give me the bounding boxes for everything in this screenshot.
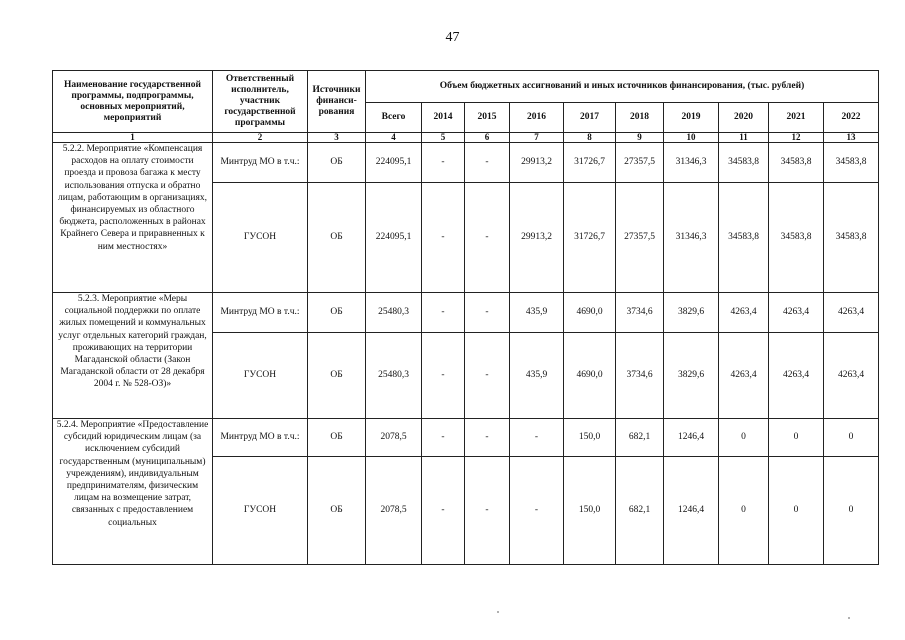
total-cell: 224095,1	[366, 143, 422, 183]
year-value-cell: 29913,2	[510, 143, 564, 183]
scan-speck	[497, 611, 499, 613]
year-value-cell: -	[465, 183, 510, 293]
header-year: 2015	[465, 103, 510, 133]
year-value-cell: 150,0	[564, 419, 616, 457]
year-value-cell: 0	[824, 419, 879, 457]
total-cell: 2078,5	[366, 457, 422, 565]
year-value-cell: -	[465, 293, 510, 333]
year-value-cell: 29913,2	[510, 183, 564, 293]
year-value-cell: 682,1	[616, 457, 664, 565]
year-value-cell: 27357,5	[616, 143, 664, 183]
total-cell: 224095,1	[366, 183, 422, 293]
executor-cell: ГУСОН	[213, 457, 308, 565]
year-value-cell: 31726,7	[564, 143, 616, 183]
year-value-cell: 150,0	[564, 457, 616, 565]
year-value-cell: -	[465, 143, 510, 183]
year-value-cell: 34583,8	[719, 143, 769, 183]
table-row	[53, 143, 879, 183]
total-cell: 2078,5	[366, 419, 422, 457]
year-value-cell: 435,9	[510, 333, 564, 419]
header-year: 2020	[719, 103, 769, 133]
year-value-cell: 4263,4	[769, 333, 824, 419]
year-value-cell: 1246,4	[664, 419, 719, 457]
year-value-cell: -	[422, 457, 465, 565]
executor-cell: ГУСОН	[213, 183, 308, 293]
column-number: 9	[616, 133, 664, 143]
year-value-cell: 4263,4	[769, 293, 824, 333]
year-value-cell: 0	[719, 419, 769, 457]
year-value-cell: 31346,3	[664, 143, 719, 183]
header-year: 2016	[510, 103, 564, 133]
year-value-cell: 3734,6	[616, 333, 664, 419]
source-cell: ОБ	[308, 143, 366, 183]
year-value-cell: 34583,8	[824, 143, 879, 183]
year-value-cell: 27357,5	[616, 183, 664, 293]
column-number: 13	[824, 133, 879, 143]
header-year: 2014	[422, 103, 465, 133]
activity-name: 5.2.3. Мероприятие «Меры социальной поддержки по оплате жилых помещений и коммунальных услуг отдельных категорий граждан, проживающих на территории Магаданской области (Закон Магаданской области от 28 декабря 2004 г. № 528-ОЗ)»	[53, 293, 213, 419]
year-value-cell: 4690,0	[564, 293, 616, 333]
column-number: 7	[510, 133, 564, 143]
year-value-cell: 34583,8	[719, 183, 769, 293]
year-value-cell: 34583,8	[824, 183, 879, 293]
column-number: 6	[465, 133, 510, 143]
header-source: Источники финанси-рования	[308, 71, 366, 133]
year-value-cell: 3829,6	[664, 293, 719, 333]
scan-speck	[848, 617, 850, 619]
year-value-cell: 3734,6	[616, 293, 664, 333]
year-value-cell: 0	[719, 457, 769, 565]
executor-cell: ГУСОН	[213, 333, 308, 419]
year-value-cell: 0	[769, 457, 824, 565]
executor-cell: Минтруд МО в т.ч.:	[213, 419, 308, 457]
executor-cell: Минтруд МО в т.ч.:	[213, 293, 308, 333]
year-value-cell: 0	[769, 419, 824, 457]
column-number: 5	[422, 133, 465, 143]
year-value-cell: -	[422, 333, 465, 419]
column-number: 3	[308, 133, 366, 143]
source-cell: ОБ	[308, 183, 366, 293]
column-number: 1	[53, 133, 213, 143]
year-value-cell: -	[465, 457, 510, 565]
year-value-cell: -	[510, 457, 564, 565]
year-value-cell: 34583,8	[769, 183, 824, 293]
year-value-cell: 4263,4	[824, 333, 879, 419]
table-row	[53, 419, 879, 457]
column-number: 2	[213, 133, 308, 143]
source-cell: ОБ	[308, 419, 366, 457]
column-number: 8	[564, 133, 616, 143]
header-year: 2019	[664, 103, 719, 133]
header-executor: Ответственный исполнитель, участник государственной программы	[213, 71, 308, 133]
year-value-cell: -	[422, 419, 465, 457]
year-value-cell: 1246,4	[664, 457, 719, 565]
column-number: 10	[664, 133, 719, 143]
year-value-cell: -	[465, 419, 510, 457]
header-year: 2022	[824, 103, 879, 133]
year-value-cell: 4263,4	[719, 333, 769, 419]
year-value-cell: 435,9	[510, 293, 564, 333]
source-cell: ОБ	[308, 293, 366, 333]
total-cell: 25480,3	[366, 333, 422, 419]
year-value-cell: -	[422, 143, 465, 183]
header-year: 2021	[769, 103, 824, 133]
source-cell: ОБ	[308, 333, 366, 419]
year-value-cell: -	[465, 333, 510, 419]
header-year: 2018	[616, 103, 664, 133]
budget-table	[52, 70, 879, 565]
header-year: 2017	[564, 103, 616, 133]
page-number: 47	[445, 30, 460, 45]
header-funding-group: Объем бюджетных ассигнований и иных источников финансирования, (тыс. рублей)	[366, 71, 879, 103]
activity-name: 5.2.2. Мероприятие «Компенсация расходов на оплату стоимости проезда и провоза багажа к месту использования отпуска и обратно лицам, работающим в организациях, финансируемых из областного бюджета, расположенных в районах Крайнего Севера и приравненных к ним местностях»	[53, 143, 213, 293]
activity-name: 5.2.4. Мероприятие «Предоставление субсидий юридическим лицам (за исключением субсидий государственным (муниципальным) учреждениям), индивидуальным предпринимателям, физическим лицам на возмещение затрат, связанных с предоставлением социальных	[53, 419, 213, 565]
year-value-cell: 3829,6	[664, 333, 719, 419]
header-name: Наименование государственной программы, подпрограммы, основных мероприятий, мероприятий	[53, 71, 213, 133]
year-value-cell: 31346,3	[664, 183, 719, 293]
column-number: 4	[366, 133, 422, 143]
table-row	[53, 293, 879, 333]
column-number: 11	[719, 133, 769, 143]
year-value-cell: 4263,4	[824, 293, 879, 333]
year-value-cell: 0	[824, 457, 879, 565]
column-number: 12	[769, 133, 824, 143]
year-value-cell: -	[422, 293, 465, 333]
year-value-cell: 4263,4	[719, 293, 769, 333]
year-value-cell: 4690,0	[564, 333, 616, 419]
year-value-cell: -	[422, 183, 465, 293]
year-value-cell: 34583,8	[769, 143, 824, 183]
year-value-cell: 682,1	[616, 419, 664, 457]
executor-cell: Минтруд МО в т.ч.:	[213, 143, 308, 183]
source-cell: ОБ	[308, 457, 366, 565]
header-total: Всего	[366, 103, 422, 133]
year-value-cell: -	[510, 419, 564, 457]
year-value-cell: 31726,7	[564, 183, 616, 293]
total-cell: 25480,3	[366, 293, 422, 333]
